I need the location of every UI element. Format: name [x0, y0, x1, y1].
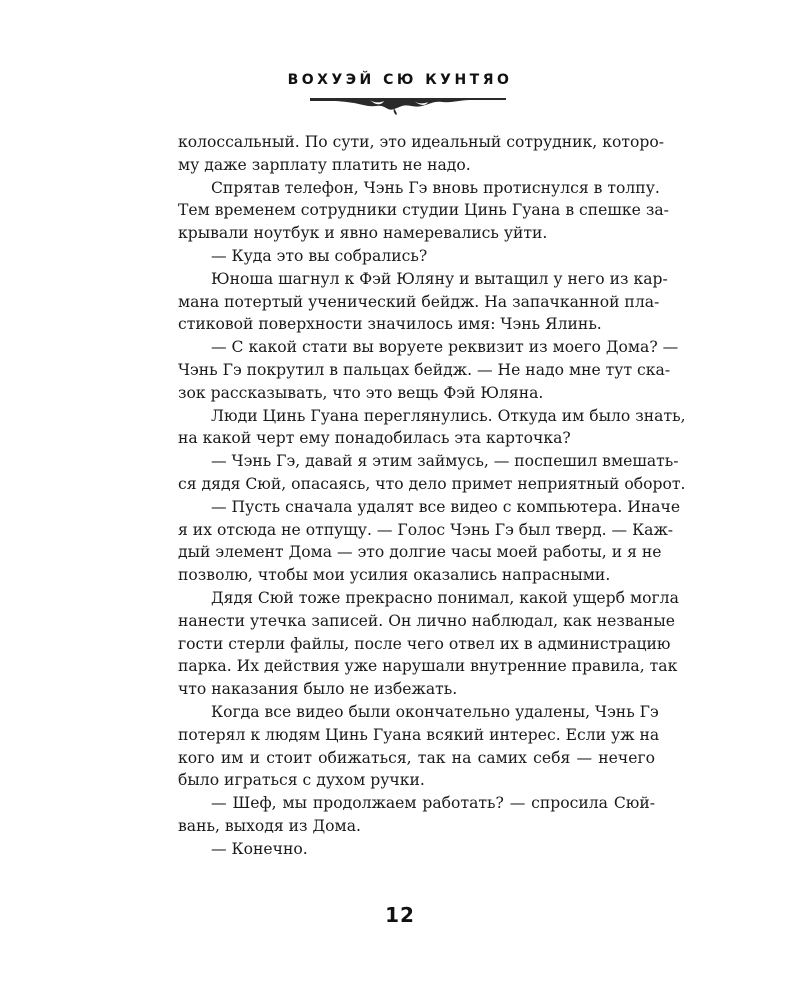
- text-line-18: я их отсюда не отпущу. — Голос Чэнь Гэ был тверд. — Каж-: [178, 520, 674, 539]
- body-text: [178, 131, 686, 861]
- decorative-wave-ornament-icon: [310, 94, 506, 116]
- text-line-31: вань, выходя из Дома.: [178, 816, 361, 835]
- text-line-26: Когда все видео были окончательно удалены, Чэнь Гэ: [211, 702, 659, 721]
- text-line-2: му даже зарплату платить не надо.: [178, 155, 471, 174]
- text-line-5: крывали ноутбук и явно намеревались уйти.: [178, 224, 548, 243]
- text-line-13: Люди Цинь Гуана переглянулись. Откуда им было знать,: [211, 406, 686, 425]
- text-line-11: Чэнь Гэ покрутил в пальцах бейдж. — Не надо мне тут ска-: [178, 360, 671, 379]
- text-line-12: зок рассказывать, что это вещь Фэй Юляна.: [178, 383, 544, 402]
- page-number: 12: [385, 903, 415, 927]
- text-line-1: колоссальный. По сути, это идеальный сотрудник, которо-: [178, 133, 665, 151]
- text-line-30: — Шеф, мы продолжаем работать? — спросила Сюй-: [211, 794, 655, 813]
- text-line-21: Дядя Сюй тоже прекрасно понимал, какой ущерб могла: [211, 588, 679, 607]
- text-line-23: гости стерли файлы, после чего отвел их в администрацию: [178, 634, 671, 653]
- text-line-6: — Куда это вы собрались?: [211, 246, 428, 265]
- running-title: ВОХУЭЙ СЮ КУНТЯО: [287, 72, 513, 88]
- text-line-20: позволю, чтобы мои усилия оказались напрасными.: [178, 566, 611, 585]
- text-line-27: потерял к людям Цинь Гуана всякий интерес. Если уж на: [178, 725, 660, 744]
- text-line-14: на какой черт ему понадобилась эта карточка?: [178, 429, 571, 448]
- text-line-8: мана потертый ученический бейдж. На запачканной пла-: [178, 292, 660, 311]
- text-line-16: ся дядя Сюй, опасаясь, что дело примет неприятный оборот.: [178, 474, 686, 493]
- text-line-32: — Конечно.: [211, 839, 308, 858]
- text-line-19: дый элемент Дома — это долгие часы моей работы, и я не: [178, 543, 662, 562]
- text-line-28: кого им и стоит обижаться, так на самих себя — нечего: [178, 748, 655, 767]
- text-line-15: — Чэнь Гэ, давай я этим займусь, — поспешил вмешать-: [211, 452, 679, 471]
- text-line-10: — С какой стати вы воруете реквизит из моего Дома? —: [211, 338, 679, 357]
- text-line-7: Юноша шагнул к Фэй Юляну и вытащил у него из кар-: [211, 269, 668, 288]
- text-line-3: Спрятав телефон, Чэнь Гэ вновь протиснулся в толпу.: [211, 178, 660, 197]
- text-line-4: Тем временем сотрудники студии Цинь Гуана в спешке за-: [178, 201, 669, 220]
- text-line-25: что наказания было не избежать.: [178, 680, 458, 699]
- text-line-9: стиковой поверхности значилось имя: Чэнь Ялинь.: [178, 315, 602, 334]
- text-line-29: было играться с духом ручки.: [178, 771, 425, 790]
- text-line-17: — Пусть сначала удалят все видео с компьютера. Иначе: [211, 497, 681, 516]
- text-line-24: парка. Их действия уже нарушали внутренние правила, так: [178, 657, 678, 676]
- text-line-22: нанести утечка записей. Он лично наблюдал, как незваные: [178, 611, 675, 630]
